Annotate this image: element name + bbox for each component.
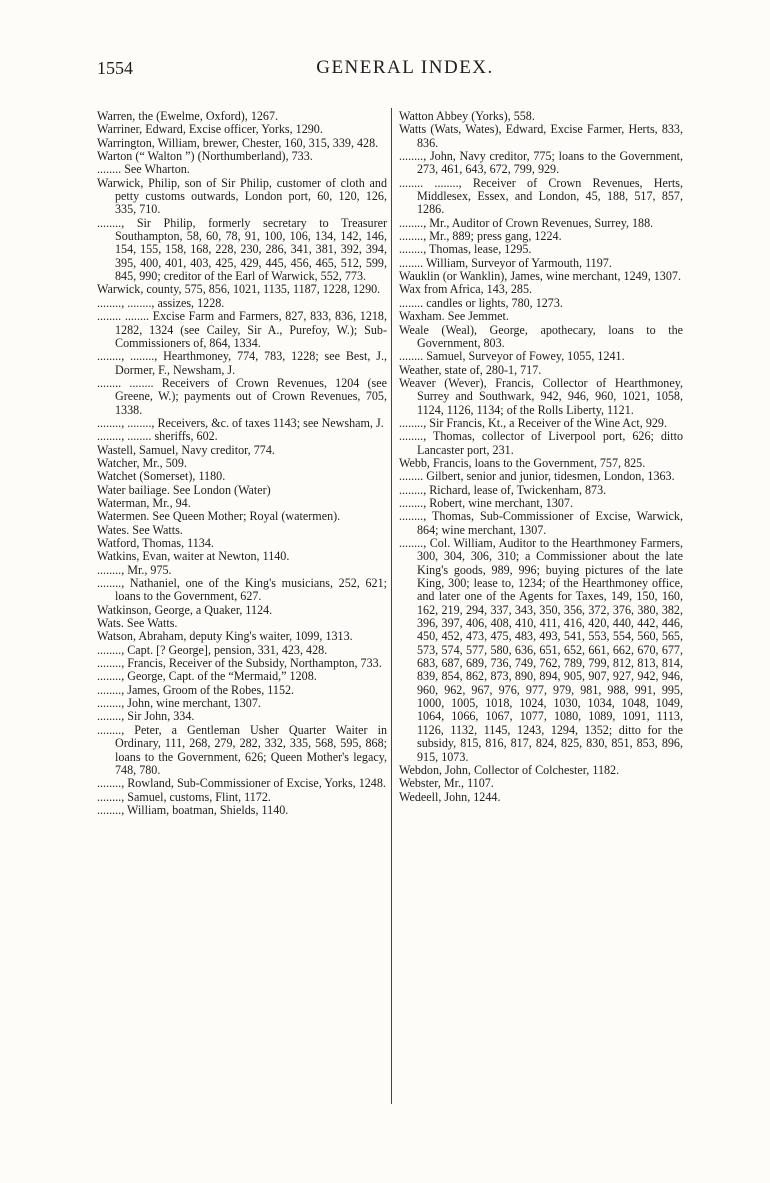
index-entry: ........, Sir Philip, formerly secretary to Treasurer Southampton, 58, 60, 78, 91, 100, 106, 134, 142, 146, 154, 155, 158, 168, 228, 230, 286, 341, 381, 392, 394, 395, 400, 401, 403, 425, 429, 445, 456, 465, 512, 599, 845, 990; creditor of the Earl of Warwick, 552, 773.: [97, 215, 387, 284]
index-entry: Watton Abbey (Yorks), 558.: [399, 109, 535, 123]
index-entry: Watcher, Mr., 509.: [97, 455, 187, 470]
page-title: GENERAL INDEX.: [316, 57, 494, 78]
index-entry: Warwick, Philip, son of Sir Philip, customer of cloth and petty customs outwards, London port, 60, 120, 126, 335, 710.: [97, 175, 387, 217]
index-entry: ........ ........, Receiver of Crown Revenues, Herts, Middlesex, Essex, and London, 45, 188, 517, 857, 1286.: [399, 175, 683, 217]
index-entry: Watkinson, George, a Quaker, 1124.: [97, 602, 273, 617]
index-entry: Wauklin (or Wanklin), James, wine merchant, 1249, 1307.: [399, 269, 681, 284]
index-entry: ........, Samuel, customs, Flint, 1172.: [97, 789, 271, 804]
index-entry: ........, Thomas, Sub-Commissioner of Excise, Warwick, 864; wine merchant, 1307.: [399, 509, 683, 537]
index-entry: ........, Nathaniel, one of the King's musicians, 252, 621; loans to the Government, 627.: [97, 576, 387, 604]
index-entry: Warren, the (Ewelme, Oxford), 1267.: [97, 109, 279, 123]
index-entry: ........ candles or lights, 780, 1273.: [399, 295, 563, 310]
index-entry: Watermen. See Queen Mother; Royal (watermen).: [97, 509, 341, 524]
index-entry: Watchet (Somerset), 1180.: [97, 469, 226, 484]
index-entry: ........, Thomas, lease, 1295.: [399, 242, 532, 257]
index-entry: ........, Robert, wine merchant, 1307.: [399, 495, 573, 510]
page-number: 1554: [97, 58, 133, 78]
index-entry: Water bailiage. See London (Water): [97, 482, 271, 497]
index-entry: Waterman, Mr., 94.: [97, 495, 191, 510]
index-entry: Weale (Weal), George, apothecary, loans to the Government, 803.: [399, 322, 683, 350]
index-entry: ........, Mr., Auditor of Crown Revenues, Surrey, 188.: [399, 215, 654, 230]
index-column-right: [399, 110, 683, 804]
index-entry: ........, Mr., 889; press gang, 1224.: [399, 229, 562, 244]
index-entry: ........, William, boatman, Shields, 1140.: [97, 802, 289, 817]
index-entry: ........, Rowland, Sub-Commissioner of Excise, Yorks, 1248.: [97, 776, 386, 791]
index-entry: ........ Samuel, Surveyor of Fowey, 1055, 1241.: [399, 349, 625, 364]
index-entry: Weaver (Wever), Francis, Collector of Hearthmoney, Surrey and Southwark, 942, 946, 960, 1021, 1058, 1124, 1126, 1134; of the Rolls Liberty, 1121.: [399, 375, 683, 417]
index-entry: Warton (“ Walton ”) (Northumberland), 733.: [97, 149, 313, 164]
index-entry: Warrington, William, brewer, Chester, 160, 315, 339, 428.: [97, 135, 379, 150]
index-entry: Watford, Thomas, 1134.: [97, 536, 214, 550]
index-entry: ........ See Wharton.: [97, 162, 190, 177]
index-entry: Warwick, county, 575, 856, 1021, 1135, 1187, 1228, 1290.: [97, 282, 381, 297]
index-entry: ........, Francis, Receiver of the Subsidy, Northampton, 733.: [97, 656, 382, 671]
index-entry: Weather, state of, 280-1, 717.: [399, 362, 542, 377]
index-entry: ........, ........, Hearthmoney, 774, 783, 1228; see Best, J., Dormer, F., Newsham, J.: [97, 349, 387, 377]
column-divider: [391, 108, 392, 1104]
index-entry: Watson, Abraham, deputy King's waiter, 1099, 1313.: [97, 629, 353, 644]
index-entry: ........, ........ sheriffs, 602.: [97, 429, 218, 444]
index-entry: ........ ........ Receivers of Crown Revenues, 1204 (see Greene, W.); payments out of Crown Revenues, 705, 1338.: [97, 375, 387, 417]
index-entry: ........, Peter, a Gentleman Usher Quarter Waiter in Ordinary, 111, 268, 279, 282, 332, 335, 568, 595, 868; loans to the Government, 626; Queen Mother's legacy, 748, 780.: [97, 722, 387, 777]
index-entry: ........, Sir Francis, Kt., a Receiver of the Wine Act, 929.: [399, 415, 667, 430]
index-entry: Waxham. See Jemmet.: [399, 309, 509, 324]
index-entry: ........, ........, assizes, 1228.: [97, 295, 225, 310]
index-entry: ........, James, Groom of the Robes, 1152.: [97, 682, 295, 697]
index-entry: Wates. See Watts.: [97, 522, 183, 537]
index-entry: Webb, Francis, loans to the Government, 757, 825.: [399, 455, 646, 470]
index-entry: Webdon, John, Collector of Colchester, 1182.: [399, 762, 620, 777]
index-entry: Webster, Mr., 1107.: [399, 776, 494, 791]
index-entry: ........, John, Navy creditor, 775; loans to the Government, 273, 461, 643, 672, 799, 929.: [399, 149, 683, 177]
index-entry: Warriner, Edward, Excise officer, Yorks, 1290.: [97, 122, 323, 137]
index-entry: Wastell, Samuel, Navy creditor, 774.: [97, 442, 275, 457]
index-entry: Wats. See Watts.: [97, 616, 178, 631]
index-entry: Wedeell, John, 1244.: [399, 789, 501, 804]
index-entry: ........, George, Capt. of the “Mermaid,” 1208.: [97, 669, 317, 684]
index-entry: ........, Sir John, 334.: [97, 709, 195, 724]
index-entry: Watkins, Evan, waiter at Newton, 1140.: [97, 549, 290, 564]
index-entry: Watts (Wats, Wates), Edward, Excise Farmer, Herts, 833, 836.: [399, 122, 683, 150]
index-entry: ........, Col. William, Auditor to the Hearthmoney Farmers, 300, 304, 306, 310; a Commissioner about the late King's goods, 989, 996; buying pictures of the late King, 300; lease to, 1234; of the Hearthmoney office, and later one of the Agents for Taxes, 149, 150, 160, 162, 219, 294, 337, 343, 350, 356, 372, 376, 380, 382, 396, 397, 406, 408, 410, 411, 416, 420, 440, 442, 446, 450, 452, 473, 475, 483, 493, 541, 553, 554, 560, 565, 573, 574, 577, 580, 636, 651, 652, 661, 662, 670, 677, 683, 687, 689, 736, 749, 762, 789, 799, 812, 813, 814, 839, 854, 862, 873, 890, 894, 905, 907, 927, 942, 946, 960, 962, 967, 976, 977, 979, 981, 988, 991, 995, 1000, 1005, 1018, 1024, 1030, 1034, 1048, 1049, 1064, 1066, 1067, 1077, 1080, 1089, 1091, 1113, 1126, 1132, 1145, 1243, 1294, 1352; ditto for the subsidy, 815, 816, 817, 824, 825, 830, 851, 853, 896, 915, 1073.: [399, 536, 683, 764]
index-entry: ........, Capt. [? George], pension, 331, 423, 428.: [97, 642, 328, 657]
index-entry: ........, John, wine merchant, 1307.: [97, 696, 261, 711]
index-entry: Wax from Africa, 143, 285.: [399, 282, 533, 297]
index-entry: ........, Thomas, collector of Liverpool port, 626; ditto Lancaster port, 231.: [399, 429, 683, 457]
index-entry: ........ ........ Excise Farm and Farmers, 827, 833, 836, 1218, 1282, 1324 (see Cailey, Sir A., Purefoy, W.); Sub-Commissioners of, 864, 1334.: [97, 309, 387, 350]
index-column-left: [97, 110, 387, 817]
index-entry: ........, Richard, lease of, Twickenham, 873.: [399, 482, 607, 497]
index-entry: ........, ........, Receivers, &c. of taxes 1143; see Newsham, J.: [97, 415, 384, 430]
index-entry: ........, Mr., 975.: [97, 562, 172, 577]
index-entry: ........ William, Surveyor of Yarmouth, 1197.: [399, 255, 612, 270]
index-entry: ........ Gilbert, senior and junior, tidesmen, London, 1363.: [399, 469, 675, 484]
